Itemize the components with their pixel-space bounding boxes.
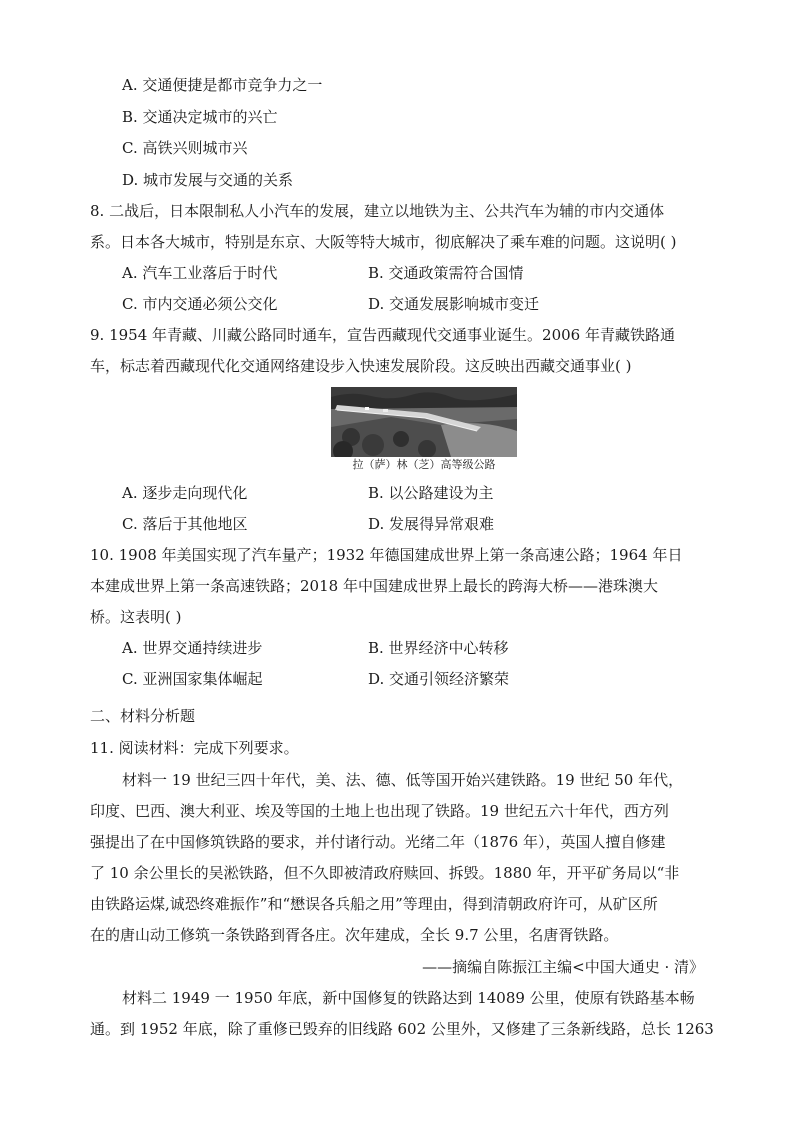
q10-stem-line1: 10. 1908 年美国实现了汽车量产；1932 年德国建成世界上第一条高速公路；1964 年日	[90, 546, 683, 564]
q10-option-b: B. 世界经济中心转移	[368, 639, 509, 657]
q10-option-d: D. 交通引领经济繁荣	[368, 670, 510, 688]
q8-stem-line1: 8. 二战后，日本限制私人小汽车的发展，建立以地铁为主、公共汽车为辅的市内交通体	[90, 202, 665, 220]
material1-line4: 了 10 余公里长的吴淞铁路，但不久即被清政府赎回、拆毁。1880 年，开平矿务局以“非	[90, 864, 680, 882]
q8-stem-line2: 系。日本各大城市，特别是东京、大阪等特大城市，彻底解决了乘车难的问题。这说明( )	[90, 233, 677, 251]
material1-line5: 由铁路运煤,诚恐终难振作”和“懋误各兵船之用”等理由，得到清朝政府许可，从矿区所	[90, 895, 658, 913]
material1-source: ——摘编自陈振江主编<中国大通史 · 清》	[422, 958, 704, 976]
q10-option-c: C. 亚洲国家集体崛起	[122, 670, 263, 688]
q9-option-b: B. 以公路建设为主	[368, 484, 494, 502]
material2-line2: 通。到 1952 年底，除了重修已毁弃的旧线路 602 公里外，又修建了三条新线路，总长 1263	[90, 1020, 714, 1038]
material1-line1: 材料一 19 世纪三四十年代，美、法、德、低等国开始兴建铁路。19 世纪 50 年代，	[122, 771, 684, 789]
material2-line1: 材料二 1949 一 1950 年底，新中国修复的铁路达到 14089 公里，使原有铁路基本畅	[122, 989, 695, 1007]
material1-line6: 在的唐山动工修筑一条铁路到胥各庄。次年建成，全长 9.7 公里，名唐胥铁路。	[90, 926, 619, 944]
material1-line2: 印度、巴西、澳大利亚、埃及等国的土地上也出现了铁路。19 世纪五六十年代，西方列	[90, 802, 669, 820]
q10-option-a: A. 世界交通持续进步	[122, 639, 263, 657]
q11-stem: 11. 阅读材料：完成下列要求。	[90, 739, 299, 757]
q7-option-d: D. 城市发展与交通的关系	[122, 171, 294, 189]
q8-option-a: A. 汽车工业落后于时代	[122, 264, 278, 282]
q9-option-d: D. 发展得异常艰难	[368, 515, 495, 533]
q8-option-c: C. 市内交通必须公交化	[122, 295, 278, 313]
q8-option-d: D. 交通发展影响城市变迁	[368, 295, 540, 313]
q10-stem-line2: 本建成世界上第一条高速铁路；2018 年中国建成世界上最长的跨海大桥——港珠澳大	[90, 577, 658, 595]
q9-option-a: A. 逐步走向现代化	[122, 484, 248, 502]
q9-stem-line1: 9. 1954 年青藏、川藏公路同时通车，宣告西藏现代交通事业诞生。2006 年青藏铁路通	[90, 326, 675, 344]
q7-option-a: A. 交通便捷是都市竞争力之一	[122, 76, 323, 94]
q9-option-c: C. 落后于其他地区	[122, 515, 248, 533]
section-title: 二、材料分析题	[90, 707, 196, 725]
highway-photo	[331, 387, 517, 457]
q10-stem-line3: 桥。这表明( )	[90, 608, 182, 626]
q7-option-b: B. 交通决定城市的兴亡	[122, 108, 278, 126]
q8-option-b: B. 交通政策需符合国情	[368, 264, 524, 282]
q9-stem-line2: 车，标志着西藏现代化交通网络建设步入快速发展阶段。这反映出西藏交通事业( )	[90, 357, 632, 375]
image-caption: 拉（萨）林（芝）高等级公路	[352, 458, 496, 471]
q7-option-c: C. 高铁兴则城市兴	[122, 139, 248, 157]
material1-line3: 强提出了在中国修筑铁路的要求，并付诸行动。光绪二年（1876 年），英国人擅自修建	[90, 833, 666, 851]
